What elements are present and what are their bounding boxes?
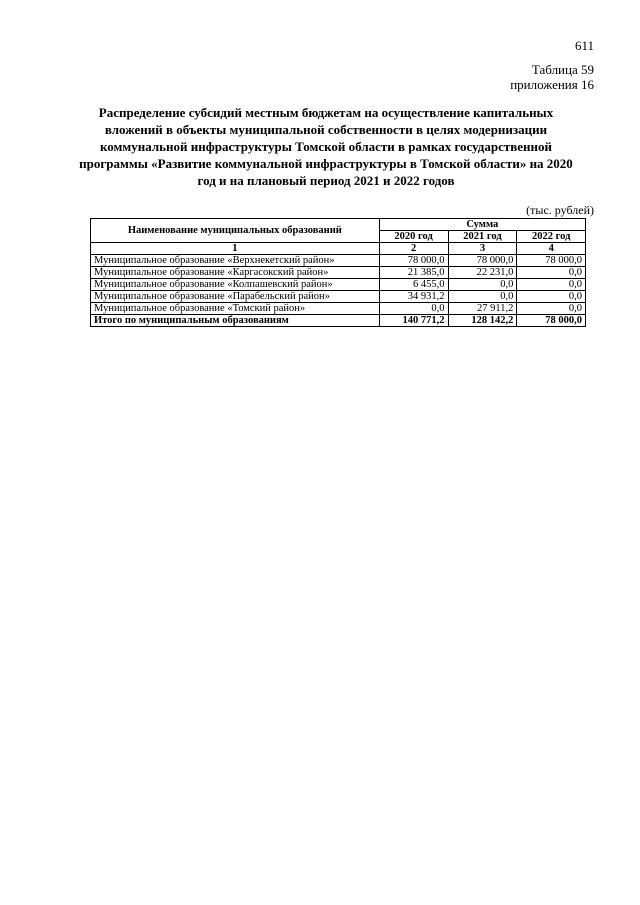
value-2021: 22 231,0 (448, 267, 517, 279)
value-2020: 6 455,0 (379, 279, 448, 291)
value-2021: 0,0 (448, 279, 517, 291)
column-index: 3 (448, 243, 517, 255)
municipality-name: Муниципальное образование «Томский район» (91, 303, 380, 315)
table-number: Таблица 59 (531, 62, 594, 77)
column-index: 2 (379, 243, 448, 255)
total-2022: 78 000,0 (517, 315, 586, 327)
column-index: 1 (91, 243, 380, 255)
year-header-2020: 2020 год (379, 231, 448, 243)
total-label: Итого по муниципальным образованиям (91, 315, 380, 327)
total-2020: 140 771,2 (379, 315, 448, 327)
subsidy-table (90, 218, 586, 327)
column-index: 4 (517, 243, 586, 255)
year-header-2021: 2021 год (448, 231, 517, 243)
municipality-name: Муниципальное образование «Колпашевский район» (91, 279, 380, 291)
page-number: 611 (574, 38, 594, 53)
value-2022: 0,0 (517, 279, 586, 291)
value-2022: 0,0 (517, 291, 586, 303)
value-2022: 0,0 (517, 303, 586, 315)
value-2021: 78 000,0 (448, 255, 517, 267)
value-2020: 0,0 (379, 303, 448, 315)
table-reference (510, 62, 594, 92)
value-2022: 78 000,0 (517, 255, 586, 267)
municipality-column-header: Наименование муниципальных образований (91, 219, 380, 243)
table-row (91, 267, 586, 279)
sum-column-header: Сумма (379, 219, 585, 231)
table-row (91, 255, 586, 267)
value-2020: 78 000,0 (379, 255, 448, 267)
appendix-number: приложения 16 (510, 77, 594, 92)
total-row (91, 315, 586, 327)
table-row (91, 291, 586, 303)
column-index-row (91, 243, 586, 255)
table-row (91, 279, 586, 291)
value-2022: 0,0 (517, 267, 586, 279)
municipality-name: Муниципальное образование «Верхнекетский район» (91, 255, 380, 267)
value-2020: 34 931,2 (379, 291, 448, 303)
document-title: Распределение субсидий местным бюджетам на осуществление капитальных вложений в объекты муниципальной собственности в целях модернизации коммунальной инфраструктуры Томской области в рамках государственной программы «Развитие коммунальной инфраструктуры в Томской области» на 2020 год и на плановый период 2021 и 2022 годов (79, 105, 573, 188)
year-header-2022: 2022 год (517, 231, 586, 243)
municipality-name: Муниципальное образование «Каргасокский район» (91, 267, 380, 279)
total-2021: 128 142,2 (448, 315, 517, 327)
value-2021: 0,0 (448, 291, 517, 303)
municipality-name: Муниципальное образование «Парабельский район» (91, 291, 380, 303)
value-2021: 27 911,2 (448, 303, 517, 315)
table-row (91, 303, 586, 315)
units-label: (тыс. рублей) (526, 203, 594, 217)
value-2020: 21 385,0 (379, 267, 448, 279)
